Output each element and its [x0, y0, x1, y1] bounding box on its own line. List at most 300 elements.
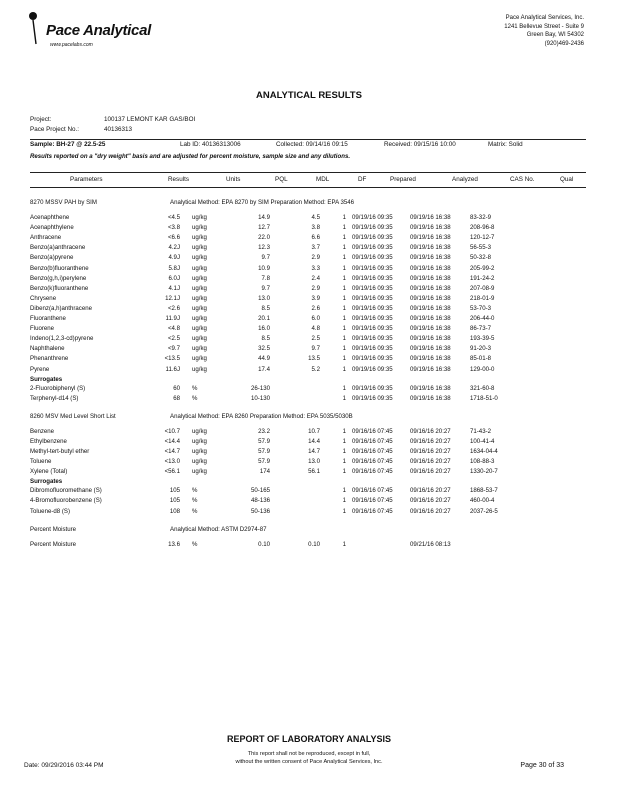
cell-parameter: 4-Bromofluorobenzene (S): [30, 497, 102, 505]
cell-parameter: Dibromofluoromethane (S): [30, 487, 102, 495]
cell-result: 68: [173, 394, 180, 402]
cell-cas-no: 208-96-8: [470, 224, 495, 232]
column-header: DF: [358, 176, 367, 183]
cell-prepared: 09/19/16 09:35: [352, 384, 393, 392]
column-header: Qual: [560, 176, 574, 183]
cell-mdl: 3.3: [311, 264, 320, 272]
cell-df: 1: [342, 355, 346, 363]
cell-parameter: Percent Moisture: [30, 540, 77, 548]
cell-df: 1: [342, 214, 346, 221]
cell-df: 1: [342, 274, 346, 282]
cell-mdl: 10.7: [308, 427, 320, 435]
cell-mdl: 56.1: [308, 468, 320, 476]
cell-mdl: 2.9: [311, 254, 320, 262]
cell-prepared: 09/19/16 09:35: [352, 234, 393, 242]
cell-cas-no: 321-60-8: [470, 384, 495, 392]
cell-result: 4.9J: [168, 254, 180, 262]
cell-cas-no: 83-32-9: [470, 214, 492, 221]
cell-mdl: 13.0: [308, 458, 320, 466]
cell-result: <9.7: [167, 345, 180, 353]
table-row: [30, 428, 586, 438]
table-row: [30, 468, 586, 478]
section-name: Percent Moisture: [30, 525, 77, 533]
cell-mdl: 2.9: [311, 284, 320, 292]
cell-prepared: 09/16/16 07:45: [352, 497, 393, 505]
cell-mdl: 3.9: [311, 294, 320, 302]
cell-pql: 44.9: [258, 355, 270, 363]
table-row: [30, 366, 586, 376]
project-number-value: 40136313: [104, 126, 133, 133]
page-number: Page 30 of 33: [520, 762, 564, 769]
cell-analyzed: 09/19/16 16:38: [410, 254, 451, 262]
cell-cas-no: 129-00-0: [470, 365, 495, 373]
cell-parameter: Toluene: [30, 458, 52, 466]
cell-prepared: 09/19/16 09:35: [352, 335, 393, 343]
cell-parameter: Fluorene: [30, 325, 55, 333]
cell-df: 1: [342, 394, 346, 402]
cell-units: ug/kg: [192, 274, 207, 282]
cell-pql: 13.0: [258, 294, 270, 302]
cell-result: 108: [169, 507, 180, 515]
surrogates-heading: Surrogates: [30, 478, 63, 486]
cell-cas-no: 205-99-2: [470, 264, 495, 272]
cell-mdl: 6.6: [311, 234, 320, 242]
sample-id: Sample: BH-27 @ 22.5-25: [30, 141, 106, 148]
cell-analyzed: 09/19/16 16:38: [410, 394, 451, 402]
table-row: [30, 497, 586, 507]
table-row: [30, 244, 586, 254]
cell-cas-no: 206-44-0: [470, 315, 495, 322]
cell-mdl: 14.7: [308, 448, 320, 455]
table-row: [30, 265, 586, 275]
cell-df: 1: [342, 427, 346, 435]
cell-mdl: 2.5: [311, 335, 320, 343]
cell-df: 1: [342, 437, 346, 445]
cell-mdl: 5.2: [311, 365, 320, 373]
cell-result: <13.0: [164, 458, 180, 466]
cell-result: 11.6J: [165, 365, 180, 373]
cell-units: %: [192, 487, 198, 495]
cell-df: 1: [342, 540, 346, 548]
cell-pql: 10-130: [251, 394, 270, 402]
cell-cas-no: 108-88-3: [470, 458, 495, 466]
surrogates-heading: Surrogates: [30, 375, 63, 383]
cell-parameter: Acenaphthene: [30, 214, 70, 221]
cell-units: ug/kg: [192, 244, 207, 252]
cell-units: ug/kg: [192, 315, 207, 322]
cell-df: 1: [342, 264, 346, 272]
project-line: [30, 116, 196, 123]
cell-analyzed: 09/16/16 20:27: [410, 427, 451, 435]
cell-units: ug/kg: [192, 355, 207, 363]
cell-df: 1: [342, 244, 346, 252]
cell-parameter: Methyl-tert-butyl ether: [30, 448, 90, 455]
cell-df: 1: [342, 294, 346, 302]
cell-pql: 57.9: [258, 448, 270, 455]
cell-pql: 57.9: [258, 437, 270, 445]
cell-prepared: 09/19/16 09:35: [352, 254, 393, 262]
cell-analyzed: 09/19/16 16:38: [410, 234, 451, 242]
report-date: Date: 09/29/2016 03:44 PM: [24, 762, 104, 769]
cell-result: <3.8: [167, 224, 180, 232]
cell-units: ug/kg: [192, 468, 207, 476]
cell-cas-no: 50-32-8: [470, 254, 492, 262]
cell-result: <4.5: [167, 214, 180, 221]
cell-parameter: Toluene-d8 (S): [30, 507, 70, 515]
cell-cas-no: 1718-51-0: [470, 394, 498, 402]
results-note: Results reported on a "dry weight" basis and are adjusted for percent moisture, sample size and any dilutions.: [30, 153, 351, 160]
cell-mdl: 4.5: [311, 214, 320, 221]
cell-mdl: 3.7: [311, 244, 320, 252]
cell-df: 1: [342, 497, 346, 505]
cell-cas-no: 193-39-5: [470, 335, 495, 343]
cell-mdl: 13.5: [308, 355, 320, 363]
table-row: [30, 214, 586, 224]
cell-prepared: 09/19/16 09:35: [352, 294, 393, 302]
cell-result: 105: [169, 497, 180, 505]
cell-analyzed: 09/19/16 16:38: [410, 284, 451, 292]
column-header: PQL: [275, 176, 288, 183]
collected-date: Collected: 09/14/16 09:15: [276, 141, 348, 148]
column-header: Units: [226, 176, 241, 183]
cell-df: 1: [342, 365, 346, 373]
cell-parameter: 2-Fluorobiphenyl (S): [30, 384, 86, 392]
cell-units: ug/kg: [192, 345, 207, 353]
cell-result: <14.7: [164, 448, 180, 455]
cell-prepared: 09/19/16 09:35: [352, 224, 393, 232]
cell-pql: 10.9: [258, 264, 270, 272]
cell-pql: 8.5: [261, 335, 270, 343]
cell-result: <2.5: [167, 335, 180, 343]
project-value: 100137 LEMONT KAR GAS/BOI: [104, 116, 196, 123]
section-header: [30, 199, 586, 209]
cell-result: <14.4: [164, 437, 180, 445]
cell-result: 5.8J: [168, 264, 180, 272]
table-row: [30, 448, 586, 458]
cell-cas-no: 460-00-4: [470, 497, 495, 505]
cell-result: <6.6: [167, 234, 180, 242]
matrix: Matrix: Solid: [488, 141, 523, 148]
table-row: [30, 458, 586, 468]
section-method: Analytical Method: ASTM D2974-87: [170, 525, 267, 533]
cell-units: ug/kg: [192, 254, 207, 262]
project-number-label: Pace Project No.:: [30, 126, 79, 133]
cell-analyzed: 09/19/16 16:38: [410, 304, 451, 312]
cell-pql: 12.7: [258, 224, 270, 232]
section-method: Analytical Method: EPA 8260 Preparation Method: EPA 5035/5030B: [170, 412, 353, 420]
table-row: [30, 385, 586, 395]
cell-df: 1: [342, 458, 346, 466]
cell-cas-no: 1868-53-7: [470, 487, 498, 495]
cell-pql: 23.2: [258, 427, 270, 435]
cell-prepared: 09/19/16 09:35: [352, 365, 393, 373]
cell-df: 1: [342, 448, 346, 455]
cell-result: <2.6: [167, 304, 180, 312]
company-address-line1: 1241 Bellevue Street - Suite 9: [504, 23, 584, 30]
cell-parameter: Chrysene: [30, 294, 57, 302]
table-row: [30, 254, 586, 264]
cell-parameter: Dibenz(a,h)anthracene: [30, 304, 92, 312]
cell-analyzed: 09/19/16 16:38: [410, 384, 451, 392]
cell-prepared: 09/19/16 09:35: [352, 345, 393, 353]
cell-prepared: 09/16/16 07:45: [352, 468, 393, 476]
cell-parameter: Benzo(k)fluoranthene: [30, 284, 89, 292]
lab-id: Lab ID: 40136313006: [180, 141, 241, 148]
cell-df: 1: [342, 315, 346, 322]
cell-prepared: 09/16/16 07:45: [352, 448, 393, 455]
report-title: REPORT OF LABORATORY ANALYSIS: [226, 734, 392, 744]
cell-units: ug/kg: [192, 264, 207, 272]
cell-prepared: 09/19/16 09:35: [352, 244, 393, 252]
cell-analyzed: 09/19/16 16:38: [410, 365, 451, 373]
cell-parameter: Naphthalene: [30, 345, 65, 353]
table-row: [30, 305, 586, 315]
cell-analyzed: 09/19/16 16:38: [410, 335, 451, 343]
section-method: Analytical Method: EPA 8270 by SIM Preparation Method: EPA 3546: [170, 199, 355, 206]
cell-mdl: 4.8: [311, 325, 320, 333]
company-phone: (920)469-2436: [544, 40, 584, 47]
logo-text: Pace Analytical: [46, 22, 152, 39]
cell-parameter: Indeno(1,2,3-cd)pyrene: [30, 335, 94, 343]
cell-analyzed: 09/19/16 16:38: [410, 244, 451, 252]
table-row: [30, 508, 586, 518]
cell-units: %: [192, 540, 198, 548]
cell-pql: 7.8: [261, 274, 270, 282]
cell-pql: 174: [259, 468, 270, 476]
cell-analyzed: 09/19/16 16:38: [410, 325, 451, 333]
column-header: Prepared: [390, 176, 416, 183]
cell-result: <4.8: [167, 325, 180, 333]
cell-analyzed: 09/19/16 16:38: [410, 224, 451, 232]
cell-analyzed: 09/19/16 16:38: [410, 274, 451, 282]
cell-units: ug/kg: [192, 224, 207, 232]
cell-result: 11.9J: [165, 315, 180, 322]
cell-mdl: 0.10: [308, 540, 320, 548]
cell-pql: 17.4: [258, 365, 270, 373]
table-row: [30, 275, 586, 285]
cell-analyzed: 09/19/16 16:38: [410, 345, 451, 353]
cell-prepared: 09/19/16 09:35: [352, 274, 393, 282]
cell-result: 60: [173, 384, 180, 392]
section-name: 8260 MSV Med Level Short List: [30, 412, 116, 420]
cell-parameter: Benzene: [30, 427, 55, 435]
cell-cas-no: 1634-04-4: [470, 448, 498, 455]
cell-units: ug/kg: [192, 448, 207, 455]
cell-parameter: Benzo(a)pyrene: [30, 254, 74, 262]
column-header: Parameters: [70, 176, 103, 183]
cell-parameter: Anthracene: [30, 234, 62, 242]
column-header: Analyzed: [452, 176, 478, 183]
cell-df: 1: [342, 345, 346, 353]
cell-result: 13.6: [168, 540, 180, 548]
cell-df: 1: [342, 224, 346, 232]
cell-analyzed: 09/16/16 20:27: [410, 437, 451, 445]
table-row: [30, 224, 586, 234]
cell-cas-no: 100-41-4: [470, 437, 495, 445]
cell-prepared: 09/16/16 07:45: [352, 507, 393, 515]
section-header: [30, 413, 586, 423]
cell-prepared: 09/19/16 09:35: [352, 325, 393, 333]
cell-units: ug/kg: [192, 458, 207, 466]
cell-parameter: Benzo(g,h,i)perylene: [30, 274, 87, 282]
section-name: 8270 MSSV PAH by SIM: [30, 199, 97, 206]
cell-pql: 0.10: [258, 540, 270, 548]
cell-pql: 12.3: [258, 244, 270, 252]
cell-mdl: 2.4: [311, 274, 320, 282]
header-bottom-rule: [30, 187, 586, 188]
table-row: [30, 295, 586, 305]
cell-cas-no: 191-24-2: [470, 274, 495, 282]
cell-units: ug/kg: [192, 294, 207, 302]
company-name: Pace Analytical Services, Inc.: [505, 15, 584, 21]
cell-units: ug/kg: [192, 234, 207, 242]
cell-analyzed: 09/16/16 20:27: [410, 468, 451, 476]
cell-analyzed: 09/19/16 16:38: [410, 264, 451, 272]
cell-mdl: 3.8: [311, 224, 320, 232]
cell-analyzed: 09/16/16 20:27: [410, 448, 451, 455]
cell-df: 1: [342, 468, 346, 476]
table-row: [30, 285, 586, 295]
disclaimer-line1: This report shall not be reproduced, except in full,: [247, 751, 371, 757]
cell-parameter: Terphenyl-d14 (S): [30, 394, 79, 402]
cell-cas-no: 207-08-9: [470, 284, 495, 292]
table-row: [30, 487, 586, 497]
cell-prepared: 09/19/16 09:35: [352, 394, 393, 402]
cell-pql: 48-136: [251, 497, 270, 505]
cell-analyzed: 09/16/16 20:27: [410, 487, 451, 495]
cell-result: <10.7: [164, 427, 180, 435]
cell-df: 1: [342, 284, 346, 292]
cell-df: 1: [342, 335, 346, 343]
cell-prepared: 09/16/16 07:45: [352, 427, 393, 435]
cell-units: ug/kg: [192, 284, 207, 292]
cell-df: 1: [342, 487, 346, 495]
cell-parameter: Benzo(b)fluoranthene: [30, 264, 89, 272]
column-header: CAS No.: [510, 176, 535, 183]
cell-pql: 9.7: [261, 284, 270, 292]
cell-df: 1: [342, 507, 346, 515]
cell-analyzed: 09/19/16 16:38: [410, 294, 451, 302]
cell-pql: 57.9: [258, 458, 270, 466]
cell-parameter: Xylene (Total): [30, 468, 68, 476]
cell-mdl: 9.7: [311, 345, 320, 353]
cell-result: 4.1J: [168, 284, 180, 292]
cell-units: %: [192, 497, 198, 505]
cell-pql: 14.9: [258, 214, 270, 221]
cell-df: 1: [342, 384, 346, 392]
table-row: [30, 395, 586, 405]
cell-cas-no: 1330-20-7: [470, 468, 498, 476]
cell-units: ug/kg: [192, 335, 207, 343]
cell-parameter: Phenanthrene: [30, 355, 69, 363]
page-title: ANALYTICAL RESULTS: [256, 90, 362, 101]
cell-cas-no: 91-20-3: [470, 345, 492, 353]
cell-pql: 9.7: [261, 254, 270, 262]
table-row: [30, 438, 586, 448]
cell-analyzed: 09/19/16 16:38: [410, 355, 451, 363]
cell-pql: 50-136: [251, 507, 270, 515]
company-address-block: [504, 14, 584, 48]
received-date: Received: 09/15/16 10:00: [384, 141, 456, 148]
cell-analyzed: 09/16/16 20:27: [410, 507, 451, 515]
cell-analyzed: 09/21/16 08:13: [410, 540, 451, 548]
header-top-rule: [30, 172, 586, 173]
table-row: [30, 335, 586, 345]
cell-pql: 20.1: [258, 315, 270, 322]
cell-parameter: Acenaphthylene: [30, 224, 74, 232]
cell-analyzed: 09/16/16 20:27: [410, 497, 451, 505]
cell-pql: 32.5: [258, 345, 270, 353]
column-header: Results: [168, 176, 189, 183]
cell-units: ug/kg: [192, 437, 207, 445]
cell-cas-no: 85-01-8: [470, 355, 492, 363]
cell-cas-no: 56-55-3: [470, 244, 492, 252]
table-row: [30, 325, 586, 335]
cell-cas-no: 218-01-9: [470, 294, 495, 302]
cell-mdl: 14.4: [308, 437, 320, 445]
cell-cas-no: 120-12-7: [470, 234, 495, 242]
cell-prepared: 09/19/16 09:35: [352, 284, 393, 292]
cell-mdl: 2.6: [311, 304, 320, 312]
cell-units: ug/kg: [192, 427, 207, 435]
cell-prepared: 09/16/16 07:45: [352, 458, 393, 466]
cell-units: ug/kg: [192, 365, 207, 373]
cell-prepared: 09/19/16 09:35: [352, 214, 393, 221]
cell-pql: 26-130: [251, 384, 270, 392]
company-address-line2: Green Bay, WI 54302: [526, 32, 584, 39]
cell-pql: 16.0: [258, 325, 270, 333]
cell-prepared: 09/16/16 07:45: [352, 487, 393, 495]
column-header: MDL: [316, 176, 330, 183]
cell-df: 1: [342, 304, 346, 312]
cell-cas-no: 53-70-3: [470, 304, 492, 312]
cell-units: ug/kg: [192, 214, 207, 221]
cell-pql: 22.0: [258, 234, 270, 242]
cell-result: 4.2J: [168, 244, 180, 252]
cell-parameter: Pyrene: [30, 365, 50, 373]
cell-result: <56.1: [164, 468, 180, 476]
cell-units: ug/kg: [192, 304, 207, 312]
cell-mdl: 6.0: [311, 315, 320, 322]
cell-cas-no: 71-43-2: [470, 427, 492, 435]
cell-result: 105: [169, 487, 180, 495]
project-number-line: [30, 126, 133, 133]
cell-df: 1: [342, 325, 346, 333]
divider: [30, 139, 586, 140]
cell-parameter: Ethylbenzene: [30, 437, 67, 445]
cell-units: %: [192, 394, 198, 402]
cell-analyzed: 09/19/16 16:38: [410, 214, 451, 221]
cell-prepared: 09/19/16 09:35: [352, 264, 393, 272]
cell-result: <13.5: [164, 355, 180, 363]
cell-units: %: [192, 384, 198, 392]
cell-units: ug/kg: [192, 325, 207, 333]
cell-prepared: 09/19/16 09:35: [352, 315, 393, 322]
project-label: Project:: [30, 116, 52, 123]
cell-pql: 8.5: [261, 304, 270, 312]
cell-prepared: 09/19/16 09:35: [352, 304, 393, 312]
table-row: [30, 234, 586, 244]
cell-pql: 50-165: [251, 487, 270, 495]
logo-website: www.pacelabs.com: [50, 42, 93, 48]
cell-cas-no: 2037-26-5: [470, 507, 498, 515]
cell-analyzed: 09/16/16 20:27: [410, 458, 451, 466]
cell-parameter: Benzo(a)anthracene: [30, 244, 86, 252]
section-header: [30, 526, 586, 536]
cell-analyzed: 09/19/16 16:38: [410, 315, 451, 322]
cell-units: %: [192, 507, 198, 515]
table-row: [30, 315, 586, 325]
